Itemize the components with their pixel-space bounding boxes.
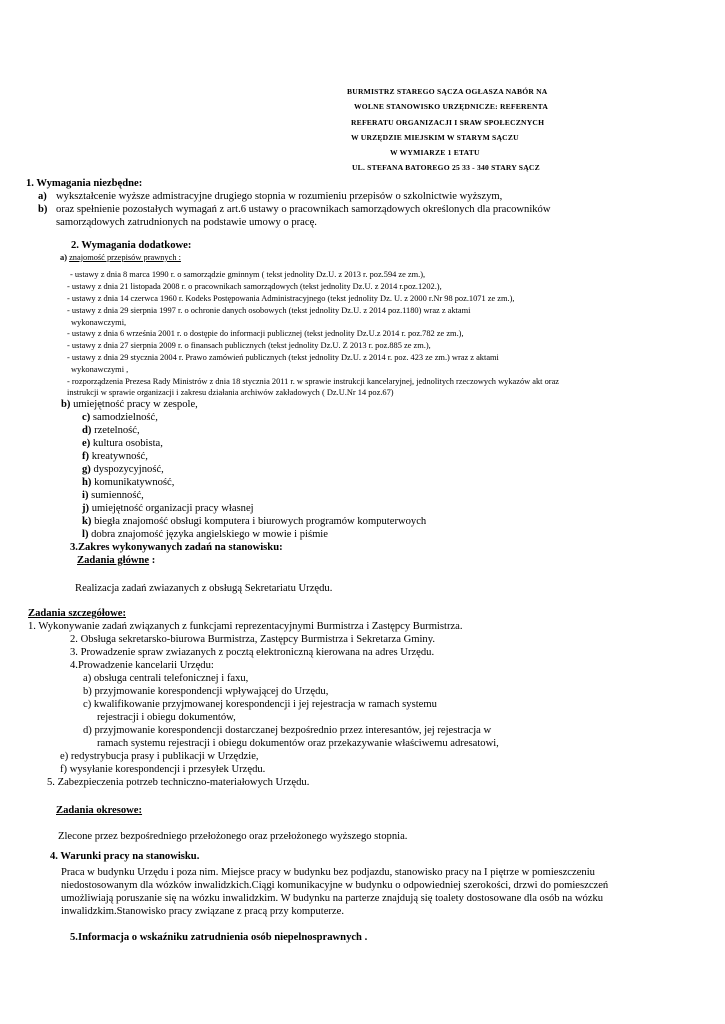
header-line: W WYMIARZE 1 ETATU xyxy=(390,148,480,157)
item-label: b) xyxy=(61,399,71,410)
skill-item xyxy=(82,425,140,436)
item-text: rzetelność, xyxy=(91,425,140,436)
subheading-periodic-tasks: Zadania okresowe: xyxy=(56,805,143,816)
law-item: wykonawczymi, xyxy=(71,318,127,327)
task-item: e) redystrybucja prasy i publikacji w Urzędzie, xyxy=(60,751,259,762)
header-line: WOLNE STANOWISKO URZĘDNICZE: REFERENTA xyxy=(354,102,549,111)
skill-item xyxy=(61,399,198,410)
law-item: - ustawy z dnia 6 września 2001 r. o dostępie do informacji publicznej (tekst jednolity Dz.U.z 2014 r. poz.782 ze zm.), xyxy=(67,329,464,338)
item-label: j) xyxy=(82,503,90,514)
task-item: 4.Prowadzenie kancelarii Urzędu: xyxy=(70,660,214,671)
item-label: f) xyxy=(82,451,90,462)
item-text: oraz spełnienie pozostałych wymagań z art.6 ustawy o pracownikach samorządowych określonych dla pracowników xyxy=(56,204,551,215)
item-text: znajomość przepisów prawnych : xyxy=(69,253,181,262)
task-item: a) obsługa centrali telefonicznej i faxu, xyxy=(83,673,249,684)
list-item xyxy=(60,253,181,262)
paragraph-line: inwalidzkim.Stanowisko pracy związane z pracą przy komputerze. xyxy=(61,906,344,917)
item-label: a) xyxy=(38,191,47,202)
paragraph-line: umożliwiają poruszanie się na wózku inwalidzkim. W budynku na parterze znajdują się toalety dostosowane dla osób na wózku xyxy=(61,893,604,904)
skill-item xyxy=(82,451,148,462)
task-item: c) kwalifikowanie przyjmowanej korespondencji i jej rejestracja w ramach systemu xyxy=(83,699,437,710)
task-item: d) przyjmowanie korespondencji dostarczanej bezpośrednio przez interesantów, jej rejestracja w xyxy=(83,725,492,736)
skill-item xyxy=(82,477,174,488)
law-item: - ustawy z dnia 21 listopada 2008 r. o pracownikach samorządowych (tekst jednolity Dz.U. z 2014 r.poz.1202.), xyxy=(67,282,442,291)
skill-item xyxy=(82,516,426,527)
law-item: - ustawy z dnia 29 stycznia 2004 r. Prawo zamówień publicznych (tekst jednolity Dz.U. z 2014 r. poz. 423 ze zm.) wraz z aktami xyxy=(67,353,499,362)
skill-item xyxy=(82,464,164,475)
item-text: kreatywność, xyxy=(89,451,148,462)
item-label: b) xyxy=(38,204,48,215)
paragraph: Zlecone przez bezpośredniego przełożonego oraz przełożonego wyższego stopnia. xyxy=(58,831,408,842)
section-heading: 1. Wymagania niezbędne: xyxy=(26,178,143,189)
section-heading: 4. Warunki pracy na stanowisku. xyxy=(50,851,200,862)
section-heading: 3.Zakres wykonywanych zadań na stanowisku: xyxy=(70,542,283,553)
header-line: W URZĘDZIE MIEJSKIM W STARYM SĄCZU xyxy=(351,133,519,142)
task-item: 1. Wykonywanie zadań związanych z funkcjami reprezentacyjnymi Burmistrza i Zastępcy Burmistrza. xyxy=(28,621,463,632)
item-text: samodzielność, xyxy=(90,412,158,423)
skill-item xyxy=(82,490,144,501)
task-item: b) przyjmowanie korespondencji wpływającej do Urzędu, xyxy=(83,686,329,697)
header-line: REFERATU ORGANIZACJI I SRAW SPOŁECZNYCH xyxy=(351,118,545,127)
item-text: komunikatywność, xyxy=(91,477,175,488)
law-item: - ustawy z dnia 14 czerwca 1960 r. Kodeks Postępowania Administracyjnego (tekst jednolity Dz. U. z 2000 r.Nr 98 poz.1071 ze zm.), xyxy=(67,294,515,303)
item-label: d) xyxy=(82,425,92,436)
item-label: a) xyxy=(60,253,67,262)
item-text: umiejętność pracy w zespole, xyxy=(70,399,198,410)
section-heading: 2. Wymagania dodatkowe: xyxy=(71,240,192,251)
law-item: instrukcji w sprawie organizacji i zakresu działania archiwów zakładowych ( Dz.U.Nr 14 poz.67) xyxy=(67,388,394,397)
paragraph-line: Praca w budynku Urzędu i poza nim. Miejsce pracy w budynku bez podjazdu, stanowisko pracy na I piętrze w pomieszczeniu xyxy=(61,867,595,878)
section-heading: 5.Informacja o wskaźniku zatrudnienia osób niepelnosprawnych . xyxy=(70,932,368,943)
item-text: dyspozycyjność, xyxy=(90,464,164,475)
item-text: sumienność, xyxy=(88,490,144,501)
task-item: 3. Prowadzenie spraw zwiazanych z pocztą elektroniczną kierowana na adres Urzędu. xyxy=(70,647,435,658)
item-text-continuation: samorządowych zatrudnionych na podstawie umowy o pracę. xyxy=(56,217,317,228)
law-item: - ustawy z dnia 8 marca 1990 r. o samorządzie gminnym ( tekst jednolity Dz.U. z 2013 r. poz.594 ze zm.), xyxy=(70,270,426,279)
item-text: umiejętność organizacji pracy własnej xyxy=(89,503,254,514)
item-text: biegła znajomość obsługi komputera i biurowych programów komputerwoych xyxy=(91,516,427,527)
subheading-detailed-tasks: Zadania szczegółowe: xyxy=(28,608,126,619)
law-item: - rozporządzenia Prezesa Rady Ministrów z dnia 18 stycznia 2011 r. w sprawie instrukcji kancelaryjnej, jednolitych rzeczowych wykazów akt oraz xyxy=(67,377,560,386)
header-line: UL. STEFANA BATOREGO 25 33 - 340 STARY SĄCZ xyxy=(352,163,540,172)
subheading-text: Zadania główne xyxy=(77,555,150,566)
law-item: - ustawy z dnia 29 sierpnia 1997 r. o ochronie danych osobowych (tekst jednolity Dz.U. z 2014 poz.1180) wraz z aktami xyxy=(67,306,471,315)
skill-item xyxy=(82,529,328,540)
law-item: wykonawczymi , xyxy=(71,365,129,374)
task-item: rejestracji i obiegu dokumentów, xyxy=(97,712,236,723)
paragraph-line: niedostosowanym dla wózków inwalidzkich.Ciągi komunikacyjne w budynku o odpowiedniej szerokości, drzwi do pomieszczeń xyxy=(61,880,609,891)
item-label: e) xyxy=(82,438,91,449)
item-label: l) xyxy=(82,529,89,540)
skill-item xyxy=(82,503,254,514)
skill-item xyxy=(82,438,163,449)
item-label: c) xyxy=(82,412,91,423)
item-text: dobra znajomość języka angielskiego w mowie i piśmie xyxy=(88,529,328,540)
task-item: 5. Zabezpieczenia potrzeb techniczno-materiałowych Urzędu. xyxy=(47,777,310,788)
subheading-main-tasks xyxy=(77,555,155,566)
subheading-colon: : xyxy=(149,555,156,566)
item-label: k) xyxy=(82,516,92,527)
item-label: g) xyxy=(82,464,91,475)
header-line: BURMISTRZ STAREGO SĄCZA OGŁASZA NABÓR NA xyxy=(347,87,548,96)
paragraph: Realizacja zadań zwiazanych z obsługą Sekretariatu Urzędu. xyxy=(75,583,333,594)
task-item: ramach systemu rejestracji i obiegu dokumentów oraz przekazywanie właściwemu adresatowi, xyxy=(97,738,499,749)
task-item: 2. Obsługa sekretarsko-biurowa Burmistrza, Zastępcy Burmistrza i Sekretarza Gminy. xyxy=(70,634,435,645)
item-label: h) xyxy=(82,477,92,488)
item-text: wykształcenie wyższe admistracyjne drugiego stopnia w rozumieniu przepisów o szkolnictwie wyższym, xyxy=(56,191,503,202)
list-item xyxy=(38,204,551,215)
item-label: i) xyxy=(82,490,89,501)
list-item xyxy=(38,191,502,202)
item-text: kultura osobista, xyxy=(90,438,163,449)
skill-item xyxy=(82,412,158,423)
task-item: f) wysyłanie korespondencji i przesyłek Urzędu. xyxy=(60,764,266,775)
law-item: - ustawy z dnia 27 sierpnia 2009 r. o finansach publicznych (tekst jednolity Dz.U. Z 2013 r. poz.885 ze zm.), xyxy=(67,341,431,350)
